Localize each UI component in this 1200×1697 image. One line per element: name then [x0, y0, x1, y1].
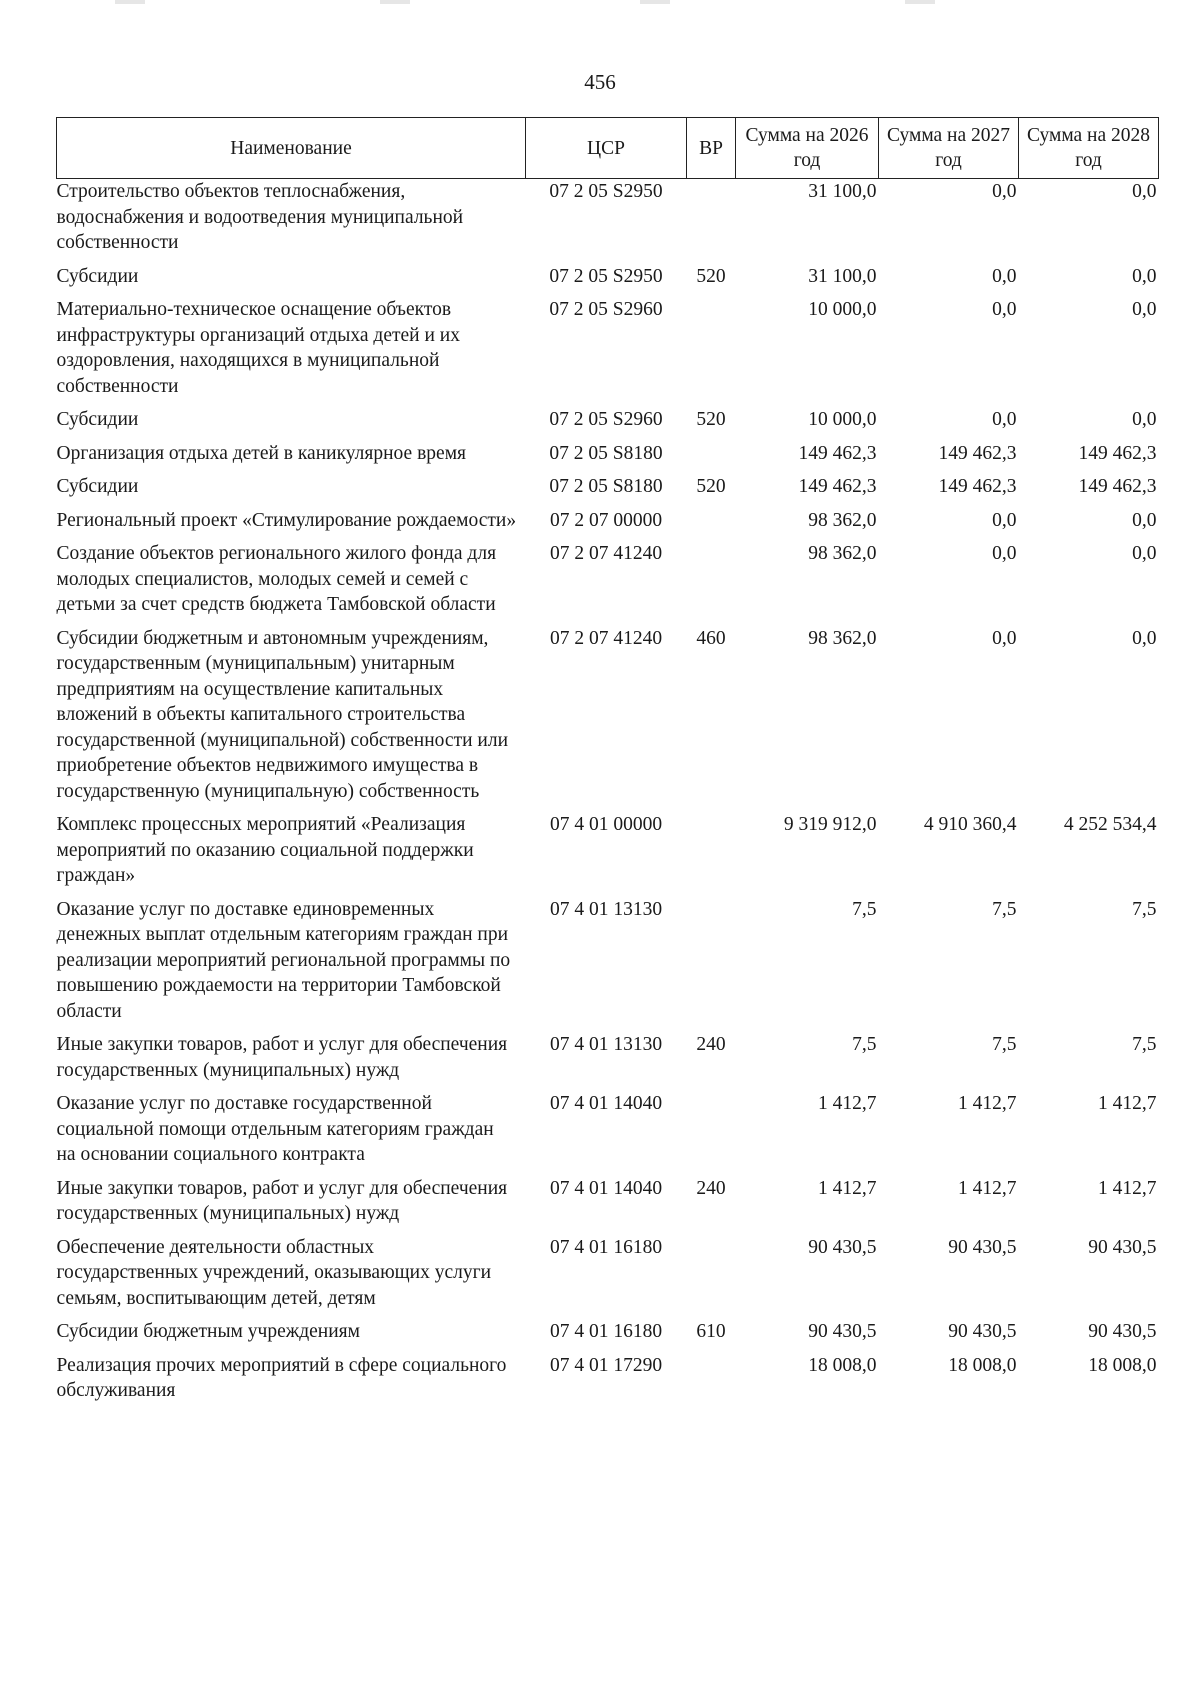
row-csr: 07 4 01 13130	[549, 898, 663, 920]
row-sum-2027: 0,0	[992, 543, 1017, 564]
row-vr	[687, 297, 736, 407]
row-sum-2027: 149 462,3	[938, 476, 1017, 497]
row-sum-2026: 98 362,0	[808, 509, 877, 531]
row-sum-2026: 7,5	[852, 1034, 877, 1055]
row-name: Материально-техническое оснащение объектов инфраструктуры организаций отдыха детей и их оздоровления, находящихся в муниципальной собственности	[56, 299, 460, 397]
row-name: Обеспечение деятельности областных государственных учреждений, оказывающих услуги семьям, воспитывающим детей, детям	[56, 1236, 492, 1309]
row-sum-2028: 0,0	[1132, 543, 1157, 564]
header-sum-2028: Сумма на 2028 год	[1019, 118, 1159, 179]
row-vr	[687, 1091, 736, 1176]
row-sum-2028: 18 008,0	[1088, 1354, 1157, 1376]
row-csr: 07 2 05 S2950	[549, 181, 663, 202]
row-name: Субсидии бюджетным учреждениям	[56, 1321, 360, 1342]
table-row	[57, 297, 1159, 407]
row-vr: 520	[696, 476, 726, 497]
row-sum-2027: 1 412,7	[958, 1177, 1017, 1199]
row-sum-2026: 90 430,5	[808, 1321, 877, 1342]
row-csr: 07 2 05 S2960	[549, 299, 663, 320]
row-csr: 07 2 07 41240	[549, 543, 663, 564]
table-row	[57, 626, 1159, 813]
row-csr: 07 2 05 S8180	[549, 476, 663, 497]
row-sum-2026: 7,5	[852, 898, 877, 920]
table-row	[57, 179, 1159, 264]
row-sum-2027: 0,0	[992, 299, 1017, 320]
row-sum-2027: 7,5	[992, 1034, 1017, 1055]
table-row	[57, 407, 1159, 441]
row-vr	[687, 541, 736, 626]
row-sum-2028: 0,0	[1132, 299, 1157, 320]
row-sum-2027: 18 008,0	[948, 1354, 1017, 1376]
row-name: Организация отдыха детей в каникулярное время	[56, 442, 466, 464]
row-csr: 07 2 07 00000	[549, 509, 663, 531]
row-name: Региональный проект «Стимулирование рождаемости»	[56, 509, 517, 531]
row-name: Создание объектов регионального жилого фонда для молодых специалистов, молодых семей и семей с детьми за счет средств бюджета Тамбовской области	[56, 543, 497, 615]
table-header	[57, 118, 1159, 179]
table-row	[57, 441, 1159, 475]
row-name: Субсидии	[56, 265, 139, 287]
scan-mark	[640, 0, 670, 4]
row-csr: 07 2 05 S2960	[549, 409, 663, 430]
row-vr	[687, 897, 736, 1033]
row-sum-2028: 90 430,5	[1088, 1321, 1157, 1342]
row-name: Субсидии бюджетным и автономным учреждениям, государственным (муниципальным) унитарным предприятиям на осуществление капитальных вложений в объекты капитального строительства государственной (муниципальной) собственности или приобретение объектов недвижимого имущества в государственную (муниципальную) собственность	[56, 627, 508, 802]
row-sum-2028: 90 430,5	[1088, 1236, 1157, 1258]
header-csr: ЦСР	[526, 118, 687, 179]
row-csr: 07 4 01 13130	[549, 1034, 663, 1055]
table-row	[57, 1176, 1159, 1235]
table-body	[57, 179, 1159, 1412]
table-row	[57, 541, 1159, 626]
row-sum-2026: 10 000,0	[808, 409, 877, 430]
table-row	[57, 264, 1159, 298]
table-row	[57, 1353, 1159, 1412]
row-csr: 07 2 05 S8180	[549, 442, 663, 464]
header-name: Наименование	[57, 118, 526, 179]
row-vr	[687, 1235, 736, 1320]
row-sum-2028: 0,0	[1132, 509, 1157, 531]
row-sum-2026: 149 462,3	[798, 476, 877, 497]
row-sum-2027: 0,0	[992, 265, 1017, 287]
row-vr: 460	[696, 627, 726, 649]
row-sum-2027: 0,0	[992, 409, 1017, 430]
table-row	[57, 1235, 1159, 1320]
budget-table	[56, 117, 1159, 1412]
scan-mark	[115, 0, 145, 4]
row-sum-2028: 7,5	[1132, 1034, 1157, 1055]
header-sum-2026: Сумма на 2026 год	[736, 118, 879, 179]
row-sum-2028: 0,0	[1132, 265, 1157, 287]
row-name: Субсидии	[56, 409, 139, 430]
row-sum-2027: 149 462,3	[938, 442, 1017, 464]
row-vr: 240	[696, 1177, 726, 1199]
row-name: Оказание услуг по доставке единовременных денежных выплат отдельным категориям граждан при реализации мероприятий региональной программы по повышению рождаемости на территории Тамбовской области	[56, 898, 511, 1022]
table-row	[57, 812, 1159, 897]
row-sum-2026: 10 000,0	[808, 299, 877, 320]
row-sum-2027: 90 430,5	[948, 1236, 1017, 1258]
table-row	[57, 1091, 1159, 1176]
row-sum-2026: 98 362,0	[808, 627, 877, 649]
row-vr: 520	[696, 265, 726, 287]
row-csr: 07 4 01 00000	[549, 814, 663, 835]
row-sum-2026: 31 100,0	[808, 265, 877, 287]
scan-mark	[905, 0, 935, 4]
row-csr: 07 4 01 14040	[549, 1093, 663, 1114]
table-row	[57, 508, 1159, 542]
row-sum-2026: 1 412,7	[818, 1177, 877, 1199]
row-name: Строительство объектов теплоснабжения, водоснабжения и водоотведения муниципальной собственности	[56, 181, 464, 253]
row-sum-2028: 7,5	[1132, 898, 1157, 920]
row-csr: 07 4 01 14040	[549, 1177, 663, 1199]
row-vr	[687, 1353, 736, 1412]
row-name: Реализация прочих мероприятий в сфере социального обслуживания	[56, 1354, 507, 1401]
row-sum-2026: 90 430,5	[808, 1236, 877, 1258]
row-name: Комплекс процессных мероприятий «Реализация мероприятий по оказанию социальной поддержки граждан»	[56, 814, 474, 886]
row-vr: 240	[696, 1034, 726, 1055]
row-csr: 07 4 01 16180	[549, 1236, 663, 1258]
row-vr	[687, 812, 736, 897]
row-sum-2028: 0,0	[1132, 627, 1157, 649]
header-vr: ВР	[687, 118, 736, 179]
row-sum-2026: 98 362,0	[808, 543, 877, 564]
row-sum-2028: 1 412,7	[1098, 1177, 1157, 1199]
row-vr	[687, 179, 736, 264]
row-csr: 07 2 05 S2950	[549, 265, 663, 287]
row-name: Субсидии	[56, 476, 139, 497]
row-name: Иные закупки товаров, работ и услуг для обеспечения государственных (муниципальных) нужд	[56, 1177, 508, 1224]
page-number: 456	[584, 70, 616, 94]
row-sum-2028: 149 462,3	[1078, 442, 1157, 464]
row-sum-2027: 7,5	[992, 898, 1017, 920]
row-sum-2028: 149 462,3	[1078, 476, 1157, 497]
row-vr: 520	[696, 409, 726, 430]
row-sum-2028: 4 252 534,4	[1063, 814, 1157, 835]
row-vr: 610	[696, 1321, 726, 1342]
scan-mark	[380, 0, 410, 4]
row-sum-2028: 0,0	[1132, 181, 1157, 202]
row-name: Иные закупки товаров, работ и услуг для обеспечения государственных (муниципальных) нужд	[56, 1034, 508, 1081]
row-sum-2027: 0,0	[992, 181, 1017, 202]
row-sum-2026: 1 412,7	[818, 1093, 877, 1114]
table-row	[57, 474, 1159, 508]
row-csr: 07 4 01 16180	[549, 1321, 663, 1342]
row-vr	[687, 441, 736, 475]
row-sum-2027: 0,0	[992, 627, 1017, 649]
row-vr	[687, 508, 736, 542]
row-name: Оказание услуг по доставке государственной социальной помощи отдельным категориям граждан на основании социального контракта	[56, 1093, 494, 1165]
row-sum-2027: 90 430,5	[948, 1321, 1017, 1342]
row-sum-2026: 9 319 912,0	[783, 814, 877, 835]
row-sum-2026: 18 008,0	[808, 1354, 877, 1376]
row-sum-2027: 1 412,7	[958, 1093, 1017, 1114]
row-csr: 07 4 01 17290	[549, 1354, 663, 1376]
table-row	[57, 1319, 1159, 1353]
row-sum-2026: 31 100,0	[808, 181, 877, 202]
row-sum-2026: 149 462,3	[798, 442, 877, 464]
row-csr: 07 2 07 41240	[549, 627, 663, 649]
header-sum-2027: Сумма на 2027 год	[879, 118, 1019, 179]
table-row	[57, 897, 1159, 1033]
row-sum-2028: 0,0	[1132, 409, 1157, 430]
table-row	[57, 1032, 1159, 1091]
header-row	[57, 118, 1159, 179]
row-sum-2027: 4 910 360,4	[923, 814, 1017, 835]
row-sum-2028: 1 412,7	[1098, 1093, 1157, 1114]
row-sum-2027: 0,0	[992, 509, 1017, 531]
